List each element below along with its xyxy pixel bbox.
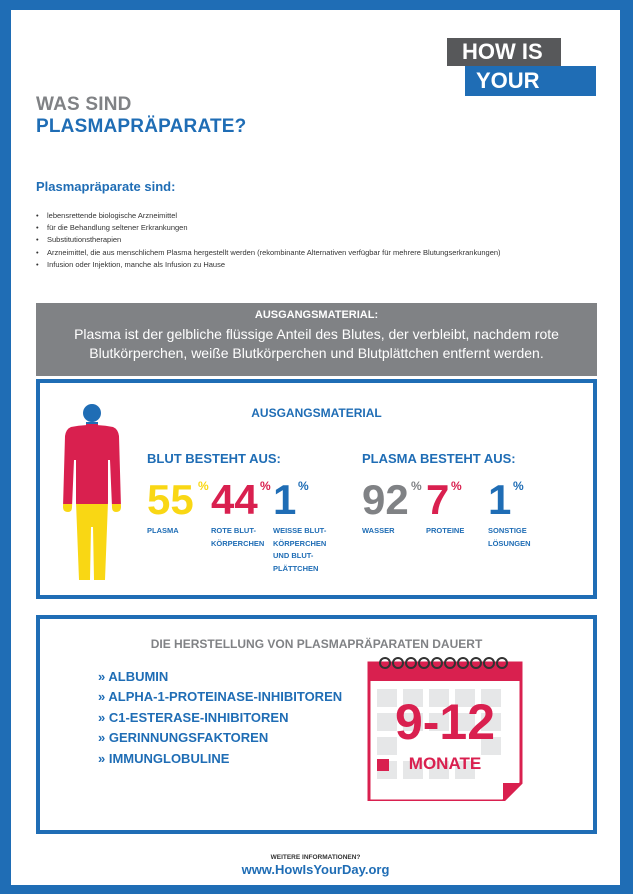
stat-caption-line: UND BLUT- xyxy=(273,551,314,560)
intro-heading: Plasmapräparate sind: xyxy=(36,179,176,194)
footer-label: WEITERE INFORMATIONEN? xyxy=(270,854,361,861)
figure-head-fill xyxy=(62,402,122,424)
composition-title: AUSGANGSMATERIAL xyxy=(251,406,382,420)
stat-unit: % xyxy=(198,479,209,493)
intro-bullet: • Arzneimittel, die aus menschlichem Plasma hergestellt werden (rekombinante Alternativen verfügbar für mehrere Blutungserkrankungen) xyxy=(36,247,501,259)
logo-line-1: HOW IS xyxy=(447,38,561,66)
calendar-icon xyxy=(365,653,525,801)
stat-caption-line: WASSER xyxy=(362,526,395,535)
banner-title: AUSGANGSMATERIAL: xyxy=(254,309,379,321)
stat-unit: % xyxy=(260,479,271,493)
banner-text-line-1: Plasma ist der gelbliche flüssige Anteil des Blutes, der verbleibt, nachdem rote xyxy=(74,326,559,342)
banner-text xyxy=(36,325,597,363)
stat-caption-line: SONSTIGE xyxy=(488,526,527,535)
blood-heading: BLUT BESTEHT AUS: xyxy=(147,451,281,466)
stat-blood-red-cells xyxy=(211,476,271,550)
stat-caption-line: KÖRPERCHEN xyxy=(273,538,327,548)
stat-caption xyxy=(426,525,464,538)
intro-bullet: • für die Behandlung seltener Erkrankungen xyxy=(36,222,501,234)
intro-bullet: • lebensrettende biologische Arzneimittel xyxy=(36,210,501,222)
product-item: » ALPHA-1-PROTEINASE-INHIBITOREN xyxy=(98,689,343,705)
figure-upper-fill xyxy=(62,424,122,504)
stat-plasma-other xyxy=(488,476,531,550)
product-item: » C1-ESTERASE-INHIBITOREN xyxy=(98,709,289,725)
stat-caption xyxy=(147,525,194,538)
page-title-line-2: PLASMAPRÄPARATE? xyxy=(36,116,247,137)
source-material-banner xyxy=(36,303,597,376)
intro-bullet: • Infusion oder Injektion, manche als Infusion zu Hause xyxy=(36,259,501,271)
stat-caption xyxy=(273,525,326,575)
stat-value: 92 xyxy=(362,476,409,523)
stat-unit: % xyxy=(411,479,422,493)
stat-value: 44 xyxy=(211,476,258,523)
stat-caption xyxy=(211,525,264,550)
stat-caption-line: KÖRPERCHEN xyxy=(211,538,265,548)
stat-caption-line: LÖSUNGEN xyxy=(488,538,531,548)
product-item: » ALBUMIN xyxy=(98,669,169,684)
stat-value: 7 xyxy=(426,476,450,523)
stat-caption-line: PROTEINE xyxy=(426,526,465,535)
page-title-line-1: WAS SIND xyxy=(36,94,132,115)
figure-lower-fill xyxy=(62,504,122,582)
product-item: » IMMUNGLOBULINE xyxy=(98,750,230,766)
product-list xyxy=(98,667,342,769)
footer-url-link[interactable]: www.HowIsYourDay.org xyxy=(241,862,390,877)
intro-bullet: • Substitutionstherapien xyxy=(36,234,501,246)
production-box xyxy=(36,615,597,834)
stat-value: 1 xyxy=(488,476,512,523)
production-title: DIE HERSTELLUNG VON PLASMAPRÄPARATEN DAUERT xyxy=(150,637,483,651)
stat-blood-white-cells xyxy=(273,476,327,575)
product-item: » GERINNUNGSFAKTOREN xyxy=(98,730,269,746)
stat-caption-line: ROTE BLUT- xyxy=(211,526,256,535)
stat-caption-line: PLASMA xyxy=(147,526,179,535)
human-body-icon xyxy=(62,402,122,582)
plasma-heading: PLASMA BESTEHT AUS: xyxy=(362,451,516,466)
duration-value: 9-12 xyxy=(394,694,496,750)
stat-blood-plasma xyxy=(147,476,209,538)
banner-text-line-2: Blutkörperchen, weiße Blutkörperchen und Blutplättchen entfernt werden. xyxy=(89,345,544,361)
duration-unit: MONATE xyxy=(408,754,482,773)
stat-plasma-water xyxy=(362,476,422,538)
stat-value: 1 xyxy=(273,476,297,523)
composition-box xyxy=(36,379,597,599)
stat-plasma-proteins xyxy=(426,476,465,538)
stat-value: 55 xyxy=(147,476,194,523)
stat-unit: % xyxy=(298,479,309,493)
intro-bullet-list xyxy=(36,210,501,271)
stat-caption xyxy=(362,525,409,538)
poster-page xyxy=(11,10,620,885)
stat-caption xyxy=(488,525,531,550)
stat-caption-line: WEISSE BLUT- xyxy=(273,526,327,535)
logo-line-2: YOUR DAY? xyxy=(465,66,596,96)
stat-caption-line: PLÄTTCHEN xyxy=(273,563,319,573)
stat-unit: % xyxy=(451,479,462,493)
stat-unit: % xyxy=(513,479,524,493)
